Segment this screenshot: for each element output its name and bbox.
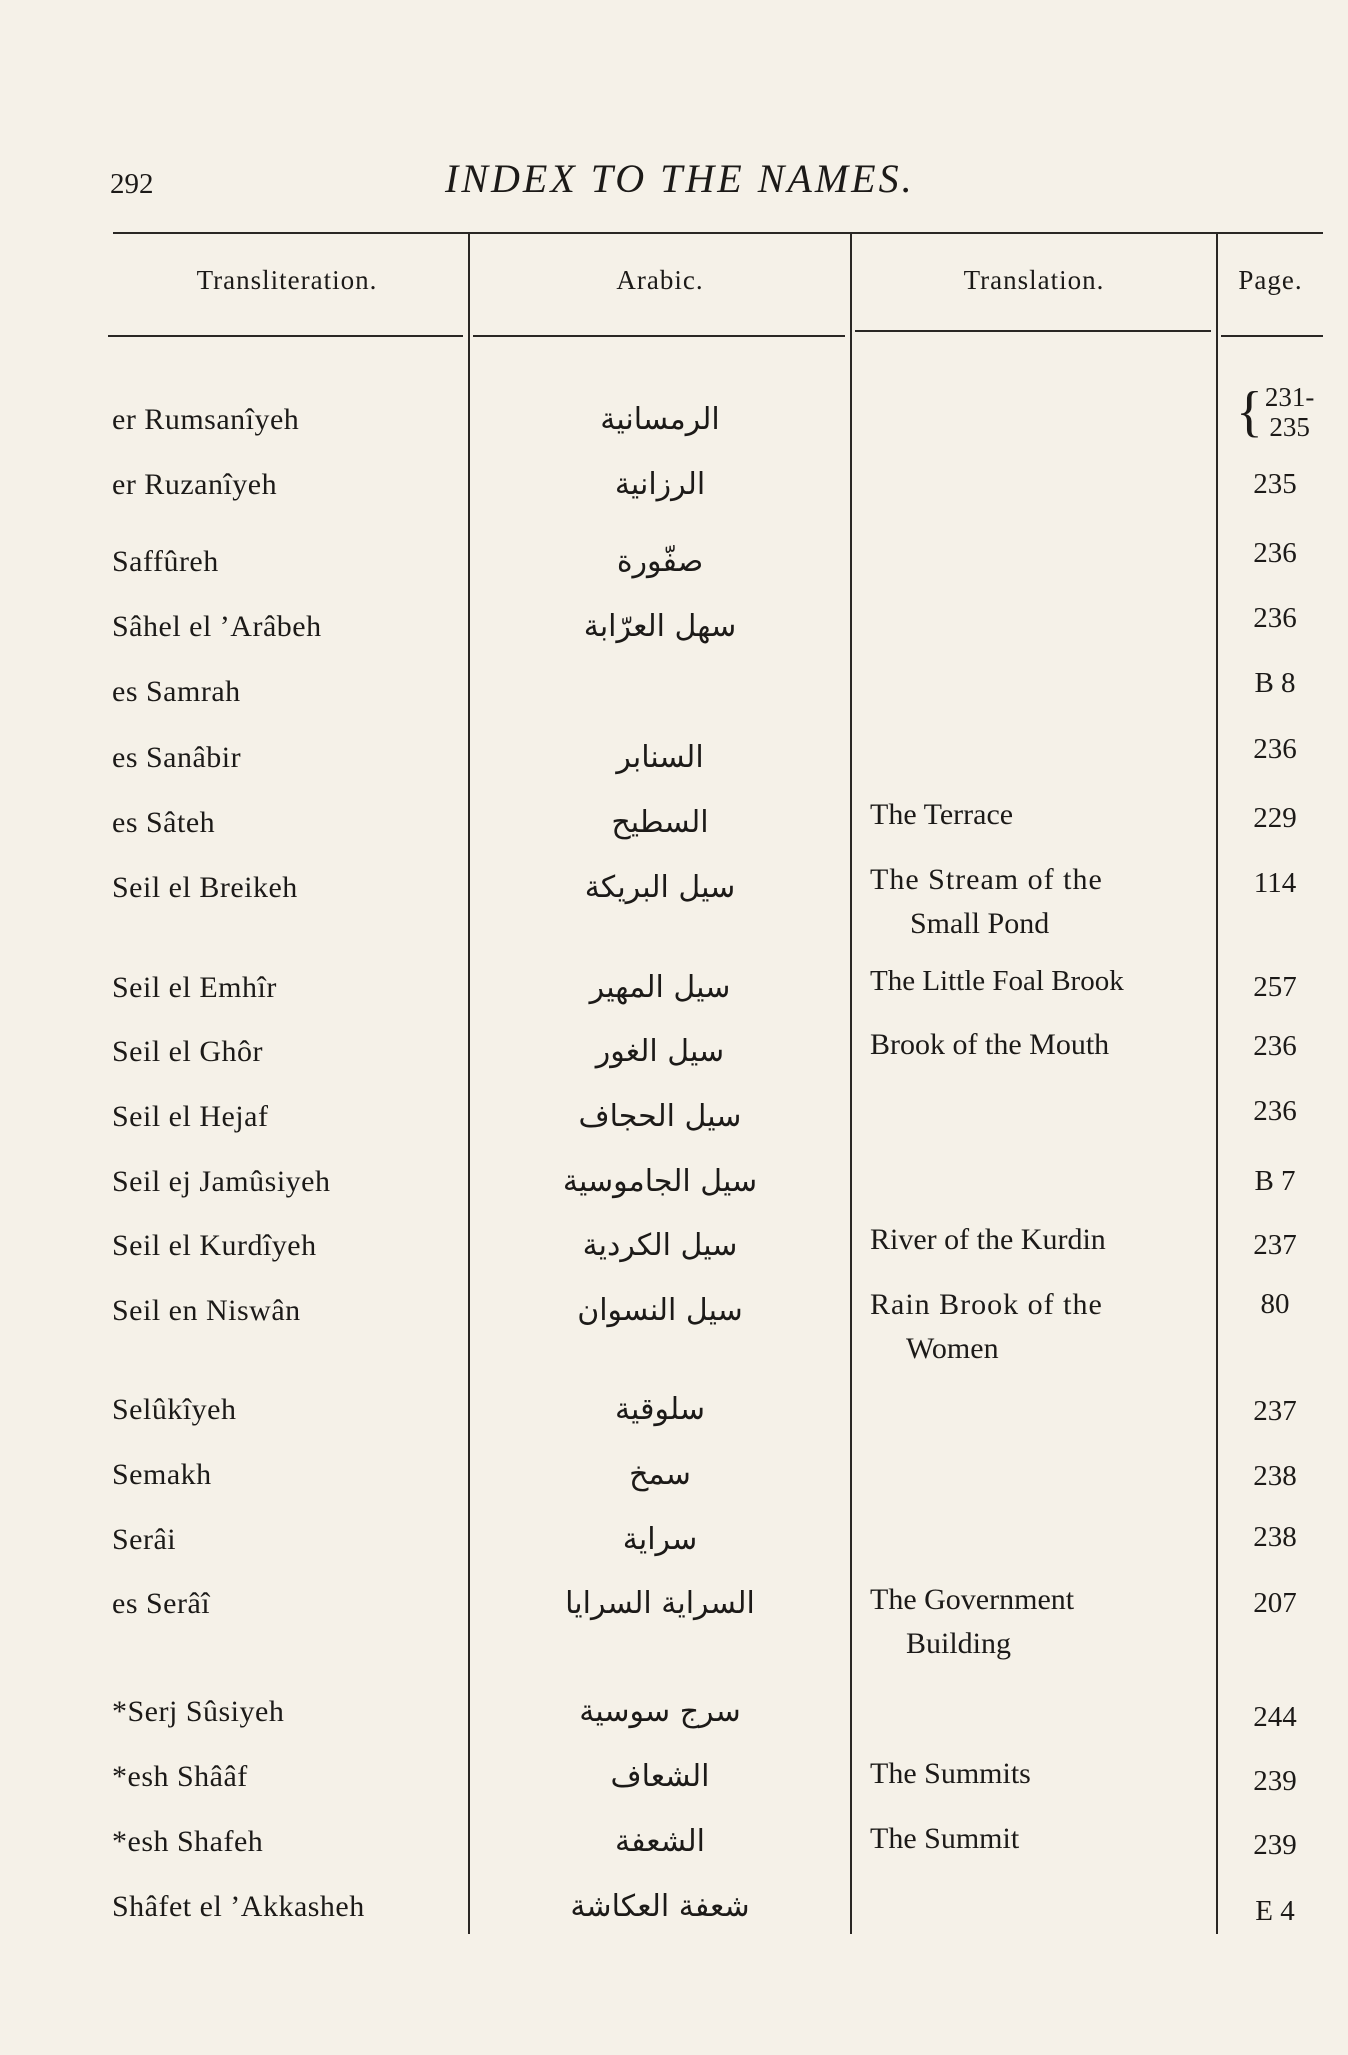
entry-translation: The Little Foal Brook xyxy=(870,965,1124,997)
table-top-rule xyxy=(113,232,1323,234)
entry-translation: Rain Brook of the xyxy=(870,1288,1103,1321)
column-header-transliteration: Transliteration. xyxy=(196,265,378,295)
entry-page: 236 xyxy=(1253,537,1297,569)
entry-translation: The Summits xyxy=(870,1757,1031,1790)
entry-page: 229 xyxy=(1253,802,1297,834)
entry-transliteration: es Samrah xyxy=(112,675,241,708)
entry-arabic: شعفة العكاشة xyxy=(570,1889,750,1924)
entry-page: 236 xyxy=(1253,1095,1297,1127)
entry-arabic: سيل المهير xyxy=(589,970,731,1005)
entry-page: 237 xyxy=(1253,1395,1297,1427)
entry-page: E 4 xyxy=(1255,1895,1295,1927)
entry-transliteration: *Serj Sûsiyeh xyxy=(112,1695,285,1728)
entry-page-range xyxy=(1236,381,1315,443)
page-number: 292 xyxy=(110,168,154,200)
entry-arabic: سراية xyxy=(622,1522,698,1557)
entry-transliteration: *esh Shafeh xyxy=(112,1825,264,1858)
entry-transliteration: *esh Shââf xyxy=(112,1760,248,1793)
entry-arabic: سلوقية xyxy=(614,1392,706,1427)
entry-page: B 7 xyxy=(1254,1165,1296,1197)
entry-transliteration: Seil el Breikeh xyxy=(112,871,298,904)
entry-page: 114 xyxy=(1253,867,1297,899)
entry-arabic: صفّورة xyxy=(616,544,704,579)
entry-transliteration: er Rumsanîyeh xyxy=(112,403,300,436)
entry-arabic: الشعفة xyxy=(615,1824,705,1859)
column-header-arabic: Arabic. xyxy=(616,265,704,295)
entry-page: 207 xyxy=(1253,1587,1297,1619)
entry-translation-continued: Building xyxy=(906,1627,1012,1660)
column-divider xyxy=(468,232,470,1934)
entry-translation: River of the Kurdin xyxy=(870,1223,1106,1256)
column-divider xyxy=(850,232,852,1934)
entry-translation: The Terrace xyxy=(870,798,1014,831)
entry-translation-continued: Women xyxy=(906,1332,999,1365)
column-header-page: Page. xyxy=(1238,265,1303,295)
page-range-start: 231- xyxy=(1264,382,1315,412)
entry-transliteration: er Ruzanîyeh xyxy=(112,468,278,501)
entry-arabic: الشعاف xyxy=(610,1759,710,1794)
entry-transliteration: Seil el Kurdîyeh xyxy=(112,1229,317,1262)
entry-arabic: السنابر xyxy=(616,740,704,775)
entry-page: B 8 xyxy=(1254,667,1296,699)
entry-page: 239 xyxy=(1253,1829,1297,1861)
entry-translation: The Summit xyxy=(870,1822,1020,1855)
entry-page: 239 xyxy=(1253,1765,1297,1797)
entry-transliteration: Seil el Ghôr xyxy=(112,1035,263,1068)
entry-transliteration: Serâi xyxy=(112,1523,177,1556)
entry-transliteration: Seil en Niswân xyxy=(112,1294,301,1327)
entry-page: 257 xyxy=(1253,971,1297,1003)
entry-transliteration: Sâhel el ’Arâbeh xyxy=(112,610,322,643)
entry-arabic: سيل النسوان xyxy=(577,1293,743,1328)
entry-arabic: السراية السرايا xyxy=(565,1586,755,1621)
header-rule xyxy=(1221,335,1323,337)
entry-transliteration: Semakh xyxy=(112,1458,212,1491)
entry-transliteration: Seil ej Jamûsiyeh xyxy=(112,1165,331,1198)
entry-arabic: سيل البريكة xyxy=(584,870,736,905)
entry-page: 238 xyxy=(1253,1521,1297,1553)
entry-page: 236 xyxy=(1253,602,1297,634)
entry-page: 236 xyxy=(1253,1030,1297,1062)
entry-page: 237 xyxy=(1253,1229,1297,1261)
header-rule xyxy=(108,335,463,337)
entry-translation: The Government xyxy=(870,1583,1075,1616)
entry-transliteration: Seil el Hejaf xyxy=(112,1100,269,1133)
entry-arabic: الرزانية xyxy=(614,467,706,502)
entry-transliteration: es Sanâbir xyxy=(112,741,242,774)
entry-transliteration: Seil el Emhîr xyxy=(112,971,277,1004)
entry-transliteration: es Sâteh xyxy=(112,806,216,839)
entry-translation-continued: Small Pond xyxy=(910,907,1050,940)
entry-page: 238 xyxy=(1253,1460,1297,1492)
entry-arabic: سمخ xyxy=(629,1457,691,1492)
entry-arabic: سيل الجاموسية xyxy=(562,1164,758,1199)
entry-page: 236 xyxy=(1253,733,1297,765)
entry-page: 235 xyxy=(1253,468,1297,500)
brace-glyph: { xyxy=(1236,381,1263,443)
entry-arabic: سيل الحجاف xyxy=(578,1099,742,1134)
entry-page: 80 xyxy=(1260,1288,1290,1320)
running-head: INDEX TO THE NAMES. xyxy=(445,156,915,201)
entry-arabic: سهل العرّابة xyxy=(583,609,737,644)
entry-transliteration: es Serâî xyxy=(112,1587,211,1620)
column-divider xyxy=(1216,232,1218,1934)
entry-translation: The Stream of the xyxy=(870,863,1103,896)
entry-arabic: سيل الكردية xyxy=(582,1228,738,1263)
entry-page: 244 xyxy=(1253,1701,1297,1733)
header-rule xyxy=(473,335,845,337)
page-range-end: 235 xyxy=(1269,412,1310,442)
column-header-translation: Translation. xyxy=(963,265,1105,295)
entry-translation: Brook of the Mouth xyxy=(870,1028,1110,1061)
entry-arabic: السطيح xyxy=(611,805,709,840)
entry-arabic: سيل الغور xyxy=(595,1034,725,1069)
entry-transliteration: Saffûreh xyxy=(112,545,219,578)
entry-arabic: سرج سوسية xyxy=(579,1694,741,1729)
header-rule xyxy=(855,330,1211,332)
entry-transliteration: Selûkîyeh xyxy=(112,1393,237,1426)
entry-arabic: الرمسانية xyxy=(600,402,720,437)
entry-transliteration: Shâfet el ’Akkasheh xyxy=(112,1890,365,1923)
